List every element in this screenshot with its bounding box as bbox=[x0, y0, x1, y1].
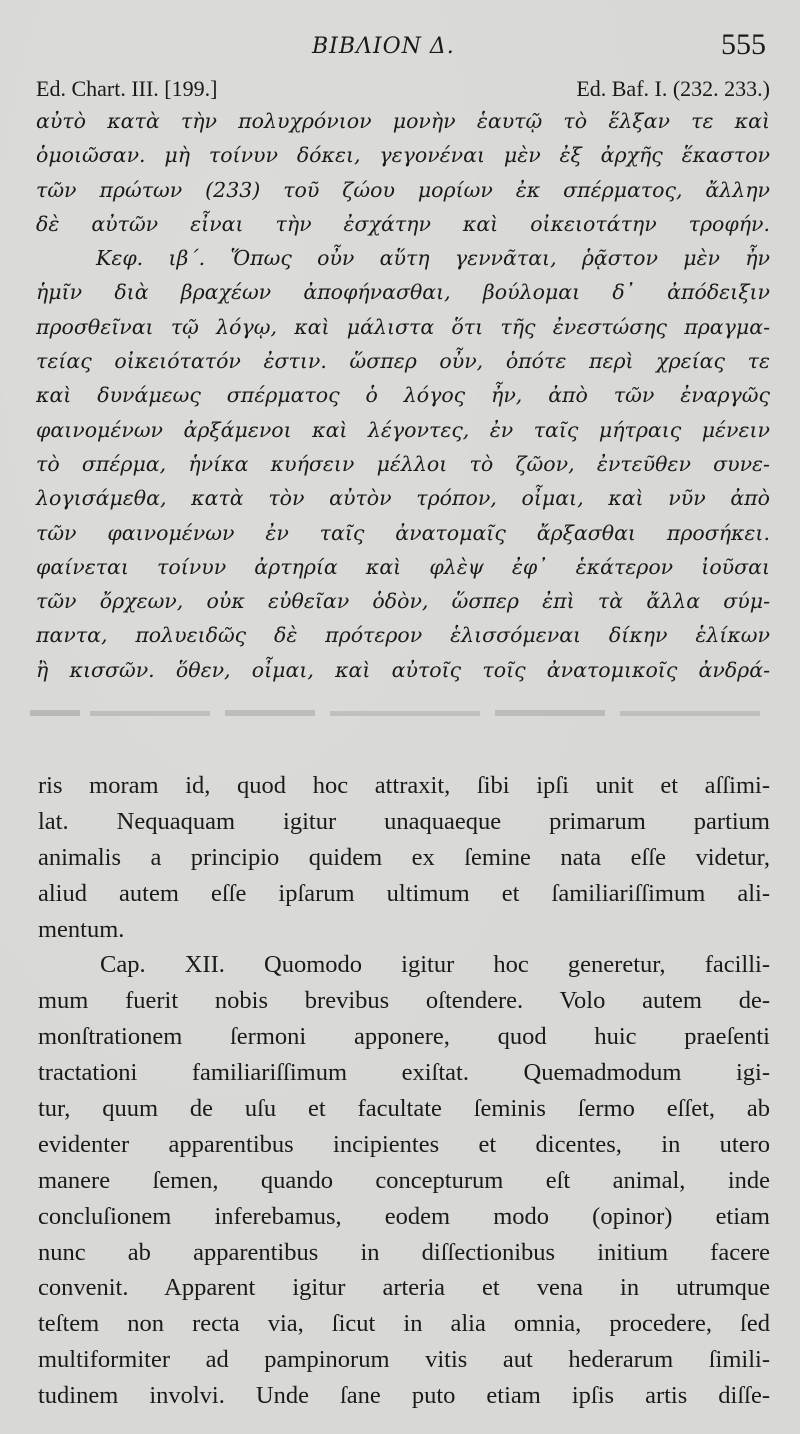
greek-text-block bbox=[36, 104, 770, 687]
edition-references bbox=[36, 76, 770, 104]
book-title: ΒΙΒΛΙΟΝ Δ. bbox=[312, 34, 455, 59]
greek-line: προσθεῖναι τῷ λόγῳ, καὶ μάλιστα ὅτι τῆς ἐνεστώσης πραγμα- bbox=[36, 314, 770, 339]
latin-line: convenit. Apparent igitur arteria et vena in utrumque bbox=[38, 1274, 770, 1302]
page-number: 555 bbox=[721, 28, 766, 61]
greek-line: παντα, πολυειδῶς δὲ πρότερον ἑλισσόμεναι δίκην ἑλίκων bbox=[36, 623, 770, 648]
greek-chapter-heading-line: Κεφ. ιβ΄. Ὅπως οὖν αὕτη γεννᾶται, ῥᾷστον μὲν ἦν bbox=[96, 246, 770, 271]
edition-reference-basel: Ed. Baf. I. (232. 233.) bbox=[576, 76, 770, 101]
show-through-text bbox=[0, 706, 800, 722]
latin-line: lat. Nequaquam igitur unaquaeque primarum partium bbox=[38, 807, 770, 835]
latin-line: manere ſemen, quando concepturum eſt animal, inde bbox=[38, 1166, 770, 1194]
greek-line: τῶν ὄρχεων, οὐκ εὐθεῖαν ὁδὸν, ὥσπερ ἐπὶ τὰ ἄλλα σύμ- bbox=[36, 589, 770, 614]
show-through-marks bbox=[0, 706, 800, 722]
greek-line: λογισάμεθα, κατὰ τὸν αὐτὸν τρόπον, οἶμαι, καὶ νῦν ἀπὸ bbox=[36, 486, 770, 511]
latin-line: animalis a principio quidem ex ſemine nata eſſe videtur, bbox=[38, 843, 770, 871]
latin-line: mum fuerit nobis brevibus oſtendere. Volo autem de- bbox=[38, 987, 770, 1015]
greek-line: καὶ δυνάμεως σπέρματος ὁ λόγος ἦν, ἀπὸ τῶν ἐναργῶς bbox=[36, 383, 770, 408]
latin-line: concluſionem inferebamus, eodem modo (opinor) etiam bbox=[38, 1202, 770, 1230]
greek-line: ἢ κισσῶν. ὅθεν, οἶμαι, καὶ αὐτοῖς τοῖς ἀνατομικοῖς ἀνδρά- bbox=[36, 657, 770, 682]
greek-line: ὁμοιῶσαν. μὴ τοίνυν δόκει, γεγονέναι μὲν ἐξ ἀρχῆς ἕκαστον bbox=[36, 143, 770, 168]
greek-line: τῶν πρώτων (233) τοῦ ζώου μορίων ἐκ σπέρματος, ἄλλην bbox=[36, 177, 770, 202]
greek-line: τῶν φαινομένων ἐν ταῖς ἀνατομαῖς ἄρξασθαι προσήκει. bbox=[36, 520, 770, 545]
latin-line: multiformiter ad pampinorum vitis aut hederarum ſimili- bbox=[38, 1346, 770, 1374]
greek-line: αὐτὸ κατὰ τὴν πολυχρόνιον μονὴν ἑαυτῷ τὸ ἕλξαν τε καὶ bbox=[36, 109, 770, 133]
latin-line: tudinem involvi. Unde ſane puto etiam ipſis artis diſſe- bbox=[38, 1382, 770, 1410]
latin-line: mentum. bbox=[38, 915, 125, 943]
latin-line: tractationi familiariſſimum exiſtat. Quemadmodum igi- bbox=[38, 1059, 770, 1087]
latin-line: tur, quum de uſu et facultate ſeminis ſermo eſſet, ab bbox=[38, 1095, 770, 1123]
latin-line: ris moram id, quod hoc attraxit, ſibi ipſi unit et aſſimi- bbox=[38, 772, 770, 799]
latin-chapter-heading-line: Cap. XII. Quomodo igitur hoc generetur, facilli- bbox=[100, 951, 770, 979]
greek-line: τὸ σπέρμα, ἡνίκα κυήσειν μέλλοι τὸ ζῶον, ἐντεῦθεν συνε- bbox=[36, 451, 770, 476]
latin-line: aliud autem eſſe ipſarum ultimum et ſamiliariſſimum ali- bbox=[38, 879, 770, 907]
greek-line: ἡμῖν διὰ βραχέων ἀποφήνασθαι, βούλομαι δ᾽ ἀπόδειξιν bbox=[36, 280, 770, 305]
greek-line: δὲ αὐτῶν εἶναι τὴν ἐσχάτην καὶ οἰκειοτάτην τροφήν. bbox=[36, 211, 770, 236]
running-head bbox=[0, 28, 800, 68]
latin-line: evidenter apparentibus incipientes et dicentes, in utero bbox=[38, 1130, 770, 1158]
latin-line: teſtem non recta via, ſicut in alia omnia, procedere, ſed bbox=[38, 1310, 770, 1338]
latin-line: nunc ab apparentibus in diſſectionibus initium facere bbox=[38, 1238, 770, 1266]
edition-reference-chartier: Ed. Chart. III. [199.] bbox=[36, 76, 218, 101]
greek-line: φαίνεται τοίνυν ἀρτηρία καὶ φλὲψ ἐφ᾽ ἑκάτερον ἰοῦσαι bbox=[36, 554, 770, 579]
greek-line: τείας οἰκειότατόν ἐστιν. ὥσπερ οὖν, ὁπότε περὶ χρείας τε bbox=[36, 349, 770, 374]
greek-line: φαινομένων ἀρξάμενοι καὶ λέγοντες, ἐν ταῖς μήτραις μένειν bbox=[36, 417, 770, 442]
latin-text-block bbox=[38, 768, 770, 1414]
latin-line: monſtrationem ſermoni apponere, quod huic praeſenti bbox=[38, 1023, 770, 1051]
